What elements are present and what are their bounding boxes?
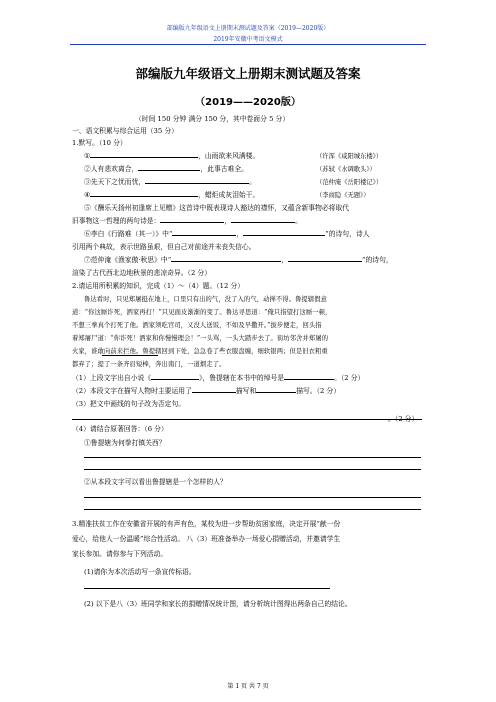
passage-line: 都弃了；提了一条齐眉短棒，奔出南门，一道烟走了。 [72,361,226,368]
answer-blank[interactable] [151,372,199,380]
exam-info: （时间 150 分钟 满分 150 分，其中卷面分 5 分） [135,115,290,123]
q2-sub-2-score: 描写。（2 分） [296,387,341,395]
q1-item-2 [84,163,248,173]
q1-item-5-text: 旧事物这一哲理的两句诗是： [72,217,161,225]
q2-sub-2-text: （2）本段文字在描写人物时主要运用了 [72,387,192,395]
page-number: 第 1 页 共 7 页 [227,683,269,690]
q2-heading: 2.请运用所积累的知识，完成（1）～（4）题。（12 分） [72,282,245,290]
header-line-2: 2019年安徽中考语文模式 [213,36,283,43]
header-divider [70,44,426,45]
passage-line: 着郑屠尸道：“你诈死！洒家和你慢慢理会！”一头骂，一头大踏步去了。街坊邻舍并郑屠的 [72,335,329,342]
comma: ， [236,230,244,238]
answer-line[interactable] [84,588,330,589]
q1-item-3-text: ③先天下之忧而忧， [84,178,146,186]
q1-item-3-end: 。 [249,178,256,186]
comma: ， [281,256,288,264]
answer-blank[interactable] [171,254,281,262]
q1-item-3 [84,176,256,186]
answer-blank[interactable] [284,372,334,380]
q1-item-7-line-2: 渲染了古代西北边地秋景的悲凉奇异。（2 分） [72,269,212,277]
answer-blank[interactable] [288,254,362,262]
answer-blank[interactable] [243,228,325,236]
q2-sub-1-score: 。（2 分） [334,374,365,382]
q2-sub-1 [72,372,364,382]
q1-item-6-line-1 [84,228,370,238]
q1-item-1-source: （许浑《咸阳城东楼》） [316,153,383,160]
comma: ， [224,217,232,225]
period: 。 [295,217,302,225]
q1-item-6-text: ⑥李白《行路难（其一）》中“ [84,230,173,238]
q1-item-4-source: （李商隐《无题》） [316,192,370,199]
q2-sub-3: （3）把文中画线的句子改为否定句。 [72,400,186,408]
answer-blank[interactable] [231,215,295,223]
answer-line[interactable] [72,419,422,420]
answer-blank[interactable] [172,228,236,236]
q1-item-7-text: ⑦范仲淹《渔家傲·秋思》中“ [84,256,172,264]
answer-line[interactable] [84,457,421,458]
q3-line-1: 3.精准扶贫工作在安徽省开展的有声有色，某校为进一步帮助贫困家庭，决定开展“献一份 [72,520,341,528]
answer-blank[interactable] [145,176,249,184]
passage-line: 鲁达看时，只见郑屠挺在地上，口里只有出的气，没了入的气，动掸不得。鲁提辖假意 [84,296,328,303]
q3-sub-2: (2) 以下是八（3）班同学和家长的捐赠情况统计图，请分析统计图得出两条自己的结论。 [84,600,352,608]
q1-item-7-tail: ”的诗句， [362,256,393,264]
q3-sub-1: (1)请你为本次活动写一条宣传标语。 [84,568,196,576]
section-heading-1: 一、语文积累与综合运用（35 分） [72,127,178,135]
q1-item-5-line-2 [72,215,302,225]
q2-sub-4: （4）请结合原著回答：（6 分） [72,425,168,433]
answer-line[interactable] [84,497,421,498]
header-line-1: 部编版九年级语文上册期末测试题及答案（2019—2020版） [166,25,330,32]
q2-sub-3-score: 。（2 分） [388,415,419,423]
passage-line: 道：“你这厮诈死，洒家再打！”只见面皮渐渐的变了。鲁达寻思道：“俺只指望打这厮一顿， [72,309,332,316]
q1-item-1 [84,150,259,160]
underlined-sentence-mark [102,355,158,356]
q2-sub-2-mid: 描写和 [235,387,257,395]
q1-heading: 1.默写。（10 分） [72,139,127,147]
q1-item-4-num: ④ [84,191,91,199]
q2-sub-4-1: ①鲁提辖为何拳打镇关西？ [84,439,166,447]
q2-sub-1-text: （1）上段文字出自小说《 [72,374,152,382]
q1-item-6-line-2: 引用两个典故，表示世路虽艰，但自己对前途并未丧失信心。 [72,243,256,251]
q1-item-6-tail: ”的诗句，诗人 [325,230,370,238]
q1-item-4-text: ，蜡炬成灰泪始干。 [198,191,260,199]
answer-line[interactable] [84,469,421,470]
q2-sub-1-mid: 》，鲁提辖在本书中的绰号是 [199,374,285,382]
q1-item-1-num: ① [84,152,91,160]
answer-blank[interactable] [192,385,236,393]
q2-sub-2 [72,385,340,395]
q2-sub-4-2: ②从本段文字可以看出鲁提辖是一个怎样的人？ [84,478,227,486]
page-title: 部编版九年级语文上册期末测试题及答案 [135,66,361,81]
q1-item-1-text: ，山雨欲来风满楼。 [198,152,260,160]
passage-line: 不想三拳真个打死了他。洒家须吃官司，又没人送饭，不如及早撒开。”拔步便走，回头指 [72,322,322,329]
answer-blank[interactable] [90,150,198,158]
q1-item-7-line-1 [84,254,393,264]
q1-item-2-source: （苏轼《水调歌头》） [316,166,376,173]
page-subtitle: （2019——2020版） [195,97,301,108]
q1-item-2-text-b: ，此事古难全。 [200,165,248,173]
answer-line[interactable] [84,509,421,510]
q1-item-4 [84,189,259,199]
q1-item-5-line-1: ⑤《酬乐天扬州初逢席上见赠》这首诗中既表现诗人豁达的襟怀，又蕴含新事物必将取代 [84,204,350,212]
q1-item-3-source: （范仲淹《岳阳楼记》） [316,179,383,186]
answer-blank[interactable] [160,215,224,223]
answer-blank[interactable] [256,385,296,393]
answer-blank[interactable] [90,189,198,197]
answer-blank[interactable] [138,163,200,171]
q3-line-2: 爱心，给他人一份温暖”综合性活动。 八（3）班准备举办一场爱心捐赠活动，并邀请学生 [72,535,341,543]
passage-line: 火家，谁敢向前来拦他。鲁提辖回到下处，急急卷了些衣服盘缠，细软银两；但是旧衣粗重 [72,348,328,355]
q3-line-3: 家长参加。请你参与下列活动。 [72,550,168,558]
q1-item-2-text: ②人有悲欢离合， [84,165,139,173]
